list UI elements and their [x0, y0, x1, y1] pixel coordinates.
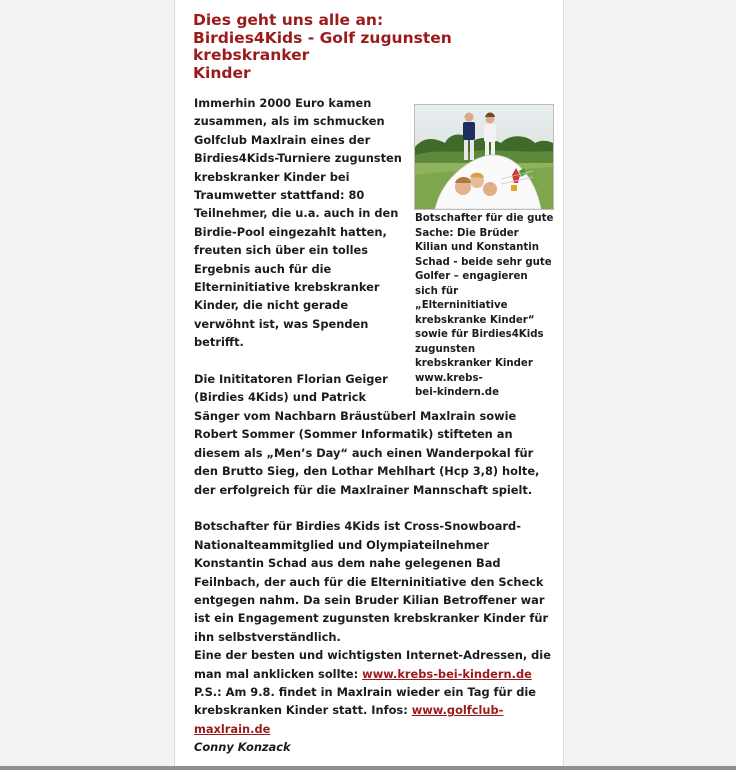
bottom-divider — [0, 766, 736, 770]
caption-line: Golfer – engagieren — [415, 271, 528, 282]
photo-figure — [414, 104, 554, 401]
golfclub-maxlrain-link[interactable]: www.golfclub-maxlrain.de — [194, 703, 504, 736]
caption-line: krebskranke Kinder“ — [415, 314, 535, 326]
caption-line: Sache: Die Brüder — [415, 227, 519, 239]
caption-line: Botschafter für die gute — [415, 213, 554, 224]
caption-line: www.krebs- — [415, 372, 483, 384]
caption-line: bei-kindern.de — [415, 387, 499, 398]
golf-photo — [414, 104, 554, 210]
photo-caption — [414, 212, 554, 401]
caption-line: krebskranker Kinder — [415, 358, 533, 369]
caption-line: Kilian und Konstantin — [415, 242, 540, 253]
caption-line: sowie für Birdies4Kids — [415, 329, 544, 340]
author-name: Conny Konzack — [194, 740, 291, 755]
ps-text: P.S.: Am 9.8. findet in Maxlrain wieder ein Tag für die krebskranken Kinder statt. Infos: — [194, 684, 536, 718]
article-body — [194, 94, 554, 757]
caption-line: „Elterninitiative — [415, 300, 508, 311]
content-column — [174, 0, 564, 766]
caption-line: Schad - beide sehr gute — [415, 256, 552, 268]
caption-line: zugunsten — [415, 343, 476, 355]
paragraph-ambassador: Botschafter für Birdies 4Kids ist Cross-Snowboard-Nationalteammitglied und Olympiateilnehmer Konstantin Schad aus dem nahe gelegenen Bad Feilnbach, der auch für die Elterninitiative den Scheck entgegen nahm. Da sein Bruder Kilian Betroffener war ist ein Engagement zugunsten krebskranker Kinder für ihn selbstverständlich. — [194, 519, 549, 644]
article-title — [193, 12, 553, 82]
internet-text: Eine der besten und wichtigsten Internet-Adressen, die man mal anklicken sollte: — [194, 648, 551, 681]
title-line: Kinder — [193, 63, 251, 82]
title-line: Dies geht uns alle an: — [193, 11, 384, 29]
caption-line: sich für — [415, 285, 459, 297]
title-line: Birdies4Kids - Golf zugunsten krebskranker — [193, 28, 452, 64]
paragraph-intro: Immerhin 2000 Euro kamen zusammen, als im schmucken Golfclub Maxlrain eines der Birdies4Kids-Turniere zugunsten krebskranker Kinder bei Traumwetter stattfand: 80 Teilnehmer, die u.a. auch in den Birdie-Pool eingezahlt hatten, freuten sich über ein tolles Ergebnis auch für die Elterninitiative krebskranker Kinder, die nicht gerade verwöhnt ist, was Spenden betrifft. — [194, 96, 402, 350]
paragraph-links — [194, 646, 554, 738]
krebs-bei-kindern-link[interactable]: www.krebs-bei-kindern.de — [362, 666, 532, 681]
paragraph-initiators: Die Inititatoren Florian Geiger (Birdies 4Kids) und Patrick Sänger vom Nachbarn Bräustüberl Maxlrain sowie Robert Sommer (Sommer Informatik) stifteten an diesem als „Men’s Day“ auch einen Wanderpokal für den Brutto Sieg, den Lothar Mehlhart (Hcp 3,8) holte, der erfolgreich für die Maxlrainer Mannschaft spielt. — [194, 372, 540, 497]
